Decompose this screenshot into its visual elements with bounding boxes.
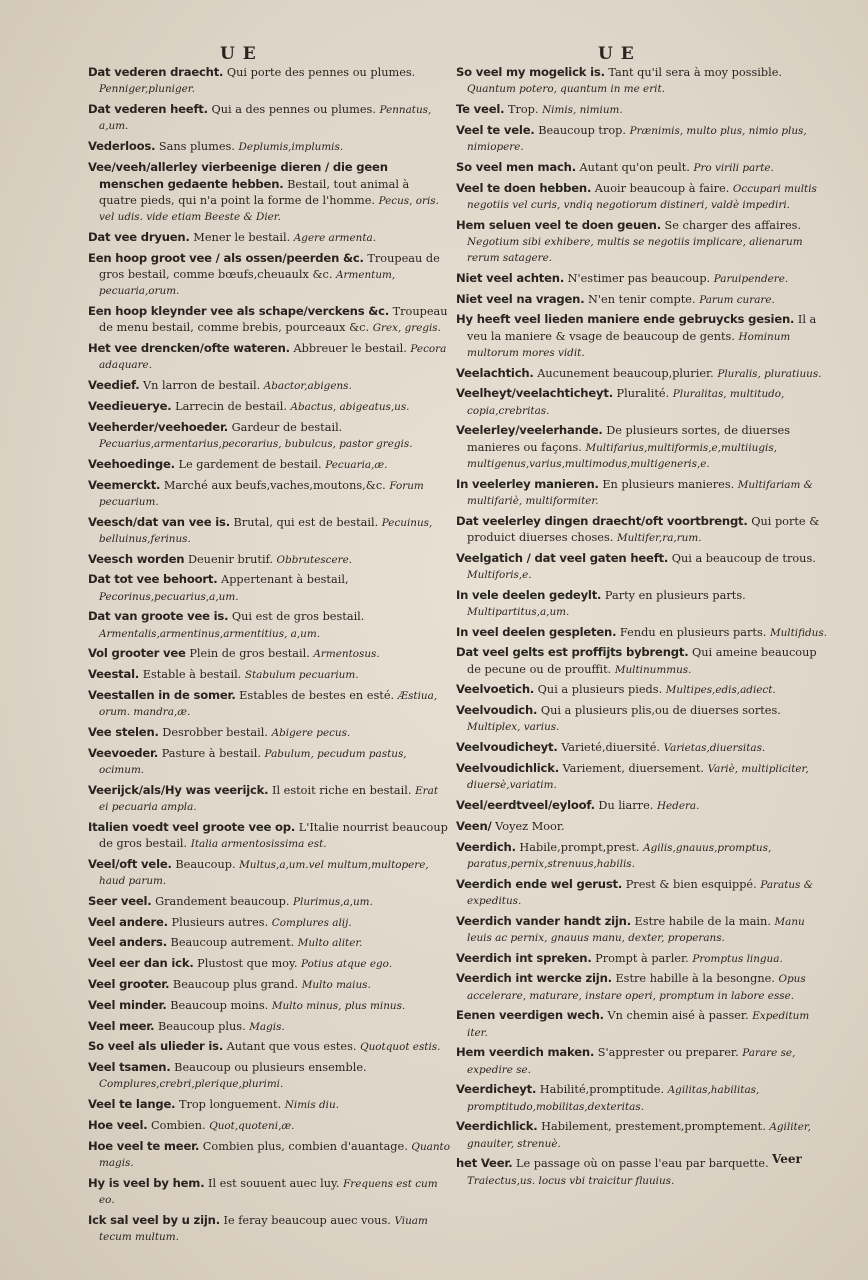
french-gloss: Plusieurs autres. [171,915,269,929]
french-gloss: Troupeau de gros bestail, comme bœufs,cheuaulx &c. [99,252,440,282]
french-gloss: Estre habille à la besongne. [615,972,775,986]
right-column [456,64,828,1192]
dictionary-entry [456,180,828,213]
headword: Veel/eerdtveel/eyloof. [456,797,595,812]
french-gloss: Fendu en plusieurs parts. [619,625,767,639]
latin-gloss: Complures alij. [271,916,352,929]
dictionary-entry [88,1138,450,1171]
latin-gloss: Pecorinus,pecuarius,a,um. [99,590,239,603]
dictionary-entry [88,997,450,1014]
french-gloss: Beaucoup. [175,857,236,871]
headword: Veel te vele. [456,122,535,137]
french-gloss: Beaucoup plus grand. [172,977,299,991]
latin-gloss: Erat ei pecuaria ampla. [99,784,439,813]
dictionary-entry [456,64,828,97]
french-gloss: Il a veu la maniere & vsage de beaucoup de gents. [467,313,817,343]
latin-gloss: Multo aliter. [297,937,363,950]
headword: Veesch worden [88,551,185,566]
french-gloss: Aucunement beaucoup,plurier. [537,366,714,380]
french-gloss: Vn larron de bestail. [143,379,261,393]
dictionary-entry [456,291,828,308]
french-gloss: Habilement, prestement,promptement. [541,1120,766,1134]
headword: In veelerley manieren. [456,476,599,491]
french-gloss: Pluralité. [616,387,670,401]
latin-gloss: Paruipendere. [713,272,789,285]
headword: Dat tot vee behoort. [88,572,218,587]
latin-gloss: Æstiua, orum. mandra,æ. [99,689,438,719]
dictionary-entry [88,934,450,951]
french-gloss: Beaucoup trop. [538,123,626,137]
dictionary-entry [88,1096,450,1113]
latin-gloss: Opus accelerare, maturare, instare operi, promptum in labore esse. [467,973,806,1002]
french-gloss: Le passage où on passe l'eau par barquette. [516,1157,769,1171]
french-gloss: Autant qu'on peult. [579,160,690,174]
headword: Italien voedt veel groote vee op. [88,819,296,834]
latin-gloss: Deplumis,implumis. [238,141,344,153]
latin-gloss: Hedera. [656,799,700,812]
latin-gloss: Quanto magis. [99,1140,450,1169]
headword: Hem veerdich maken. [456,1045,595,1060]
headword: Vee stelen. [88,724,159,739]
dictionary-entry [88,819,450,852]
dictionary-entry [456,818,828,835]
latin-gloss: Pecuarius,armentarius,pecorarius, bubulcus, pastor gregis. [99,438,413,450]
french-gloss: Abbreuer le bestail. [293,342,407,356]
dictionary-entry [88,138,450,155]
headword: Te veel. [456,102,505,116]
latin-gloss: Prænimis, multo plus, nimio plus, nimiopere. [467,124,807,153]
headword: Hy heeft veel lieden maniere ende gebruycks gesien. [456,312,795,327]
headword: Veesch/dat van vee is. [88,514,230,529]
headword: Veerdicheyt. [456,1082,537,1097]
french-gloss: Estable à bestail. [142,668,242,682]
latin-gloss: Agere armenta. [293,232,377,245]
headword: Dat vee dryuen. [88,230,190,245]
french-gloss: Plustost que moy. [197,957,298,971]
latin-gloss: Potius atque ego. [301,958,393,971]
headword: Vol grooter vee [88,646,186,661]
dictionary-entry [88,893,450,910]
dictionary-entry [88,1059,450,1092]
latin-gloss: Multifer,ra,rum. [616,531,702,544]
french-gloss: Pasture à bestail. [161,746,261,760]
headword: Veel eer dan ick. [88,956,194,971]
french-gloss: Larrecin de bestail. [175,400,287,413]
latin-gloss: Multus,a,um.vel multum,multopere, haud parum. [99,858,429,887]
dictionary-entry [456,311,828,361]
french-gloss: Voyez Moor. [495,819,565,833]
french-gloss: Trop longuement. [178,1098,282,1112]
french-gloss: Le gardement de bestail. [178,457,322,471]
headword: In vele deelen gedeylt. [456,587,602,602]
latin-gloss: Agilitas,habilitas, promptitudo,mobilitas,dexteritas. [467,1084,760,1113]
dictionary-entry [456,739,828,756]
latin-gloss: Stabulum pecuarium. [244,669,359,682]
latin-gloss: Complures,crebri,plerique,plurimi. [99,1078,284,1091]
latin-gloss: Parum curare. [699,293,775,306]
dictionary-entry [88,645,450,662]
french-gloss: Variement, diuersement. [562,761,704,775]
headword: Veelheyt/veelachticheyt. [456,386,613,401]
headword: Veevoeder. [88,745,159,760]
latin-gloss: Multifarius,multiformis,e,multiiugis, multigenus,varius,multimodus,multigeneris,e. [467,441,777,470]
dictionary-entry [88,101,450,134]
french-gloss: Qui porte des pennes ou plumes. [226,66,416,79]
dictionary-entry [456,1007,828,1040]
dictionary-entry [88,377,450,394]
french-gloss: De plusieurs sortes, de diuerses manieres ou façons. [467,424,790,454]
headword: Niet veel achten. [456,270,565,285]
dictionary-entry [88,250,450,300]
headword: In veel deelen gespleten. [456,624,617,639]
headword: Veel grooter. [88,976,170,991]
headword: Vederloos. [88,139,156,153]
french-gloss: Beaucoup moins. [170,998,269,1012]
left-column [88,64,450,1249]
latin-gloss: Frequens est cum eo. [99,1177,438,1206]
french-gloss: Habile,prompt,prest. [519,840,640,854]
dictionary-entry [88,856,450,889]
headword: Veelvoudichlick. [456,760,559,775]
dictionary-entry [456,476,828,509]
latin-gloss: Multinummus. [614,663,692,676]
dictionary-entry [456,587,828,620]
latin-gloss: Agilis,gnauus,promptus, paratus,pernix,strenuus,habilis. [467,841,772,870]
headword: Dat veel gelts est proffijts bybrengt. [456,645,689,660]
french-gloss: Tant qu'il sera à moy possible. [608,66,782,79]
french-gloss: Qui a des pennes ou plumes. [211,103,376,116]
dictionary-entry [88,64,450,97]
french-gloss: En plusieurs manieres. [602,477,735,491]
dictionary-entry [88,955,450,972]
dictionary-entry [456,913,828,946]
headword: Vee/veeh/allerley vierbeenige dieren / die geen menschen gedaente hebben. [88,159,388,191]
headword: Het vee drencken/ofte wateren. [88,341,290,356]
dictionary-entry [88,514,450,547]
french-gloss: Plein de gros bestail. [189,647,310,661]
headword: So veel als ulieder is. [88,1039,224,1054]
headword: Veerdichlick. [456,1119,538,1134]
dictionary-entry [88,571,450,604]
latin-gloss: Multiforis,e. [467,568,532,581]
dictionary-entry [456,1044,828,1077]
french-gloss: Prest & bien esquippé. [625,877,757,891]
french-gloss: Il est souuent auec luy. [208,1176,340,1190]
dictionary-entry [88,229,450,246]
latin-gloss: Manu leuis ac pernix, gnauus manu, dexter, properans. [467,915,805,944]
latin-gloss: Negotium sibi exhibere, multis se negotiis implicare, alienarum rerum satagere. [467,235,803,264]
dictionary-entry [88,1038,450,1055]
dictionary-entry [88,1175,450,1208]
latin-gloss: Multifidus. [769,626,827,639]
latin-gloss: Multipartitus,a,um. [467,605,570,618]
french-gloss: Qui ameine beaucoup de pecune ou de prouffit. [467,646,817,676]
headword: Dat veelerley dingen draecht/oft voortbrengt. [456,513,748,528]
french-gloss: S'apprester ou preparer. [597,1046,739,1060]
dictionary-entry [456,970,828,1003]
french-gloss: Mener le bestail. [193,231,291,245]
french-gloss: Party en plusieurs parts. [604,588,746,602]
dictionary-entry [456,217,828,267]
dictionary-entry [456,550,828,583]
french-gloss: Combien. [151,1118,206,1132]
running-head-right: U E [598,44,635,64]
running-head-left: U E [220,44,257,64]
headword: Veerdich ende wel gerust. [456,876,623,891]
headword: Veedieuerye. [88,399,172,413]
headword: Veel minder. [88,997,167,1012]
latin-gloss: Obbrutescere. [276,553,353,566]
french-gloss: Combien plus, combien d'auantage. [202,1139,408,1153]
dictionary-entry [88,1212,450,1245]
latin-gloss: Quot,quoteni,æ. [209,1119,295,1132]
latin-gloss: Multipes,edis,adiect. [665,684,776,697]
headword: Veel te doen hebben. [456,180,592,195]
dictionary-entry [88,1018,450,1035]
dictionary-entry [456,624,828,641]
headword: Veemerckt. [88,477,161,492]
headword: Veerdich vander handt zijn. [456,913,631,928]
dictionary-entry [456,950,828,967]
dictionary-entry [456,1081,828,1114]
latin-gloss: Forum pecuarium. [99,479,424,508]
dictionary-entry [456,513,828,546]
french-gloss: Estables de bestes en esté. [239,688,395,702]
latin-gloss: Promptus lingua. [692,952,783,965]
dictionary-entry [88,687,450,720]
french-gloss: Qui porte & produict diuerses choses. [467,514,820,544]
latin-gloss: Variè, multipliciter, diuersè,variatim. [467,762,809,792]
latin-gloss: Pro virili parte. [693,161,774,174]
french-gloss: Beaucoup autrement. [170,936,295,950]
french-gloss: Du liarre. [598,798,654,812]
headword: Veelvoetich. [456,682,535,697]
headword: Hoe veel te meer. [88,1138,200,1153]
headword: Veeherder/veehoeder. [88,419,229,434]
french-gloss: Qui a plusieurs pieds. [537,683,663,697]
dictionary-entry [88,551,450,568]
dictionary-entry [88,724,450,741]
headword: Dat vederen draecht. [88,65,224,79]
headword: Veel te lange. [88,1097,176,1112]
dictionary-entry [456,1118,828,1151]
latin-gloss: Quotquot estis. [360,1041,441,1054]
french-gloss: Troupeau de menu bestail, comme brebis, pourceaux &c. [99,305,448,335]
french-gloss: Brutal, qui est de bestail. [233,515,379,529]
headword: Veel anders. [88,935,167,950]
dictionary-entry [88,608,450,641]
french-gloss: Bestail, tout animal à quatre pieds, qui n'a point la forme de l'homme. [99,178,410,208]
dictionary-entry [456,101,828,118]
french-gloss: Beaucoup plus. [157,1019,246,1033]
french-gloss: N'en tenir compte. [588,292,696,306]
french-gloss: Auoir beaucoup à faire. [594,181,730,195]
latin-gloss: Occupari multis negotiis vel curis, vndiq negotiorum distineri, valdè impediri. [467,182,817,211]
dictionary-entry [88,477,450,510]
french-gloss: Beaucoup ou plusieurs ensemble. [174,1061,367,1075]
dictionary-entry [88,782,450,815]
french-gloss: Sans plumes. [158,140,235,153]
dictionary-entry [456,270,828,287]
french-gloss: Qui a beaucoup de trous. [671,551,816,565]
french-gloss: Trop. [507,103,539,116]
french-gloss: Varieté,diuersité. [561,741,660,755]
headword: Dat vederen heeft. [88,102,208,116]
dictionary-entry [88,419,450,452]
dictionary-entry [456,159,828,176]
dictionary-entry [456,385,828,418]
latin-gloss: Parare se, expedire se. [467,1047,796,1076]
headword: Veel tsamen. [88,1060,171,1075]
headword: Veel/oft vele. [88,856,172,871]
dictionary-entry [456,839,828,872]
french-gloss: Vn chemin aisé à passer. [607,1009,749,1023]
headword: Veelvoudich. [456,703,538,718]
latin-gloss: Nimis, nimium. [542,104,623,116]
headword: Veestal. [88,667,140,682]
dictionary-entry [88,159,450,226]
latin-gloss: Plurimus,a,um. [293,895,373,908]
latin-gloss: Hominum multorum mores vidit. [467,330,791,359]
headword: Dat van groote vee is. [88,609,229,624]
latin-gloss: Varietas,diuersitas. [663,742,766,755]
french-gloss: L'Italie nourrist beaucoup de gros bestail. [99,820,448,850]
headword: Ick sal veel by u zijn. [88,1212,220,1227]
headword: Veel meer. [88,1018,155,1033]
dictionary-entry [456,365,828,382]
dictionary-entry [456,702,828,735]
french-gloss: Grandement beaucoup. [155,894,290,908]
latin-gloss: Multo maius. [301,978,371,991]
latin-gloss: Pecuaria,æ. [325,458,388,471]
french-gloss: Se charger des affaires. [664,218,802,232]
latin-gloss: Pluralitas, multitudo, copia,crebritas. [467,388,785,417]
latin-gloss: Expeditum iter. [467,1010,810,1039]
dictionary-entry [456,422,828,472]
dictionary-entry [88,1117,450,1134]
latin-gloss: Quantum potero, quantum in me erit. [467,83,665,96]
latin-gloss: Magis. [249,1020,285,1033]
headword: So veel men mach. [456,159,576,174]
latin-gloss: Pennatus, a,um. [99,104,432,133]
latin-gloss: Pabulum, pecudum pastus, ocimum. [99,747,407,776]
french-gloss: Qui est de gros bestail. [231,610,365,624]
latin-gloss: Armentalis,armentinus,armentitius, a,um. [99,627,321,640]
dictionary-entry [88,914,450,931]
headword: Veelachtich. [456,365,534,380]
french-gloss: N'estimer pas beaucoup. [567,271,711,285]
headword: Veerdich int wercke zijn. [456,971,612,986]
latin-gloss: Multo minus, plus minus. [271,999,406,1012]
catchword: Veer [772,1152,802,1166]
latin-gloss: Abigere pecus. [271,726,351,739]
latin-gloss: Paratus & expeditus. [467,878,813,907]
latin-gloss: Multifariam & multifariè, multiformiter. [467,478,813,507]
dictionary-entry [456,876,828,909]
headword: Veen/ [456,818,492,833]
latin-gloss: Viuam tecum multum. [99,1214,428,1243]
dictionary-entry [88,666,450,683]
latin-gloss: Abactus, abigeatus,us. [290,401,410,413]
latin-gloss: Traiectus,us. locus vbi traicitur fluuius. [467,1174,675,1187]
latin-gloss: Grex, gregis. [372,322,441,335]
dictionary-entry [88,745,450,778]
latin-gloss: Pecus, oris. vel udis. vide etiam Beeste & Dier. [99,195,439,224]
headword: Niet veel na vragen. [456,291,585,306]
latin-gloss: Pecora adaquare. [99,343,447,372]
french-gloss: Desrobber bestail. [162,725,268,739]
headword: Veel andere. [88,914,168,929]
latin-gloss: Penniger,pluniger. [99,83,195,96]
headword: Veerijck/als/Hy was veerijck. [88,782,269,797]
french-gloss: Estre habile de la main. [634,914,771,928]
dictionary-entry [88,398,450,415]
dictionary-entry [88,456,450,473]
latin-gloss: Nimis diu. [284,1099,339,1112]
latin-gloss: Armentum, pecuaria,orum. [99,269,396,298]
headword: Een hoop groot vee / als ossen/peerden &c. [88,251,364,265]
headword: Veelvoudicheyt. [456,740,558,755]
dictionary-entry [456,760,828,793]
headword: Veedief. [88,378,140,393]
headword: Veelerley/veelerhande. [456,423,603,438]
headword: Eenen veerdigen wech. [456,1008,604,1023]
french-gloss: Prompt à parler. [595,951,689,965]
headword: Veestallen in de somer. [88,687,236,702]
french-gloss: Habilité,promptitude. [539,1083,665,1097]
latin-gloss: Abactor,abigens. [263,380,352,393]
french-gloss: Autant que vous estes. [226,1040,357,1054]
headword: Hem seluen veel te doen geuen. [456,217,661,232]
dictionary-entry [456,644,828,677]
headword: Seer veel. [88,893,152,908]
headword: Veehoedinge. [88,456,175,471]
latin-gloss: Multiplex, varius. [467,721,560,734]
dictionary-entry [456,681,828,698]
dictionary-entry [456,122,828,155]
latin-gloss: Agiliter, gnauiter, strenuè. [467,1121,811,1150]
french-gloss: Il estoit riche en bestail. [271,783,412,797]
dictionary-entry [456,797,828,814]
dictionary-entry [88,303,450,336]
french-gloss: Qui a plusieurs plis,ou de diuerses sortes. [540,704,781,718]
french-gloss: Appertenant à bestail, [221,573,349,587]
french-gloss: Marché aux beufs,vaches,moutons,&c. [163,478,386,492]
french-gloss: Gardeur de bestail. [231,420,343,434]
headword: Veerdich. [456,839,516,854]
latin-gloss: Pecuinus, belluinus,ferinus. [99,516,433,545]
headword: Hy is veel by hem. [88,1175,205,1190]
french-gloss: Deuenir brutif. [187,552,273,566]
french-gloss: Ie feray beaucoup auec vous. [223,1213,391,1227]
headword: Een hoop kleynder vee als schape/verckens &c. [88,304,390,319]
headword: Veelgatich / dat veel gaten heeft. [456,550,669,565]
latin-gloss: Armentosus. [313,648,380,661]
headword: Veerdich int spreken. [456,950,592,965]
headword: So veel my mogelick is. [456,65,605,79]
headword: Hoe veel. [88,1117,148,1132]
dictionary-entry [88,340,450,373]
latin-gloss: Pluralis, pluratiuus. [717,367,822,380]
dictionary-entry [88,976,450,993]
latin-gloss: Italia armentosissima est. [190,837,327,850]
headword: het Veer. [456,1156,513,1171]
